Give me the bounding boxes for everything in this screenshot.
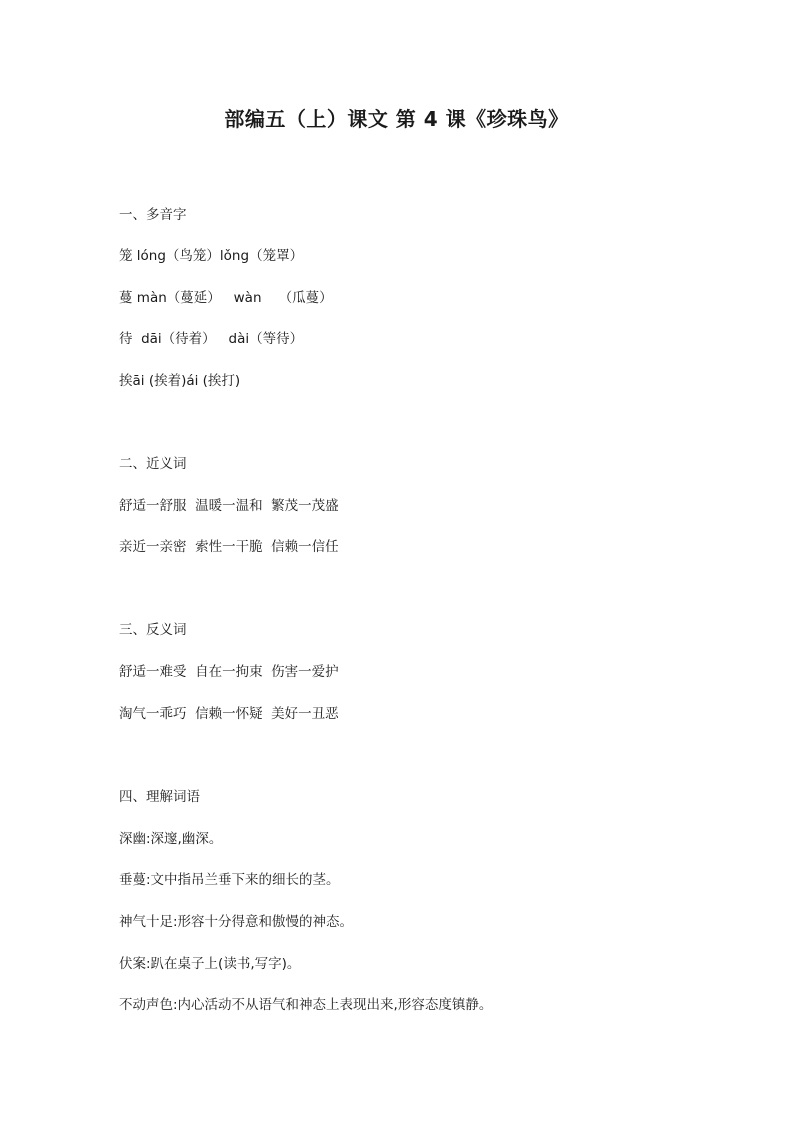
polyphonic-line-man: 蔓 màn（蔓延） wàn （瓜蔓）	[119, 290, 333, 306]
section-heading-polyphonic: 一、多音字	[119, 207, 187, 223]
section-heading-antonyms: 三、反义词	[119, 622, 187, 638]
vocabulary-line-budong: 不动声色:内心活动不从语气和神态上表现出来,形容态度镇静。	[119, 997, 493, 1013]
antonyms-line-2: 淘气一乖巧 信赖一怀疑 美好一丑恶	[119, 706, 339, 722]
antonyms-line-1: 舒适一难受 自在一拘束 伤害一爱护	[119, 664, 339, 680]
document-title: 部编五（上）课文 第 4 课《珍珠鸟》	[224, 107, 569, 131]
vocabulary-line-chuiman: 垂蔓:文中指吊兰垂下来的细长的茎。	[119, 872, 340, 888]
vocabulary-line-shenqi: 神气十足:形容十分得意和傲慢的神态。	[119, 914, 354, 930]
polyphonic-line-dai: 待 dāi（待着） dài（等待）	[119, 331, 304, 347]
polyphonic-line-ai: 挨āi (挨着)ái (挨打)	[119, 373, 241, 389]
vocabulary-line-shenyou: 深幽:深邃,幽深。	[119, 831, 223, 847]
synonyms-line-1: 舒适一舒服 温暖一温和 繁茂一茂盛	[119, 498, 339, 514]
vocabulary-line-fuan: 伏案:趴在桌子上(读书,写字)。	[119, 956, 301, 972]
polyphonic-line-long: 笼 lóng（鸟笼）lǒng（笼罩）	[119, 248, 304, 264]
section-heading-synonyms: 二、近义词	[119, 456, 187, 472]
section-heading-vocabulary: 四、理解词语	[119, 789, 200, 805]
synonyms-line-2: 亲近一亲密 索性一干脆 信赖一信任	[119, 539, 339, 555]
